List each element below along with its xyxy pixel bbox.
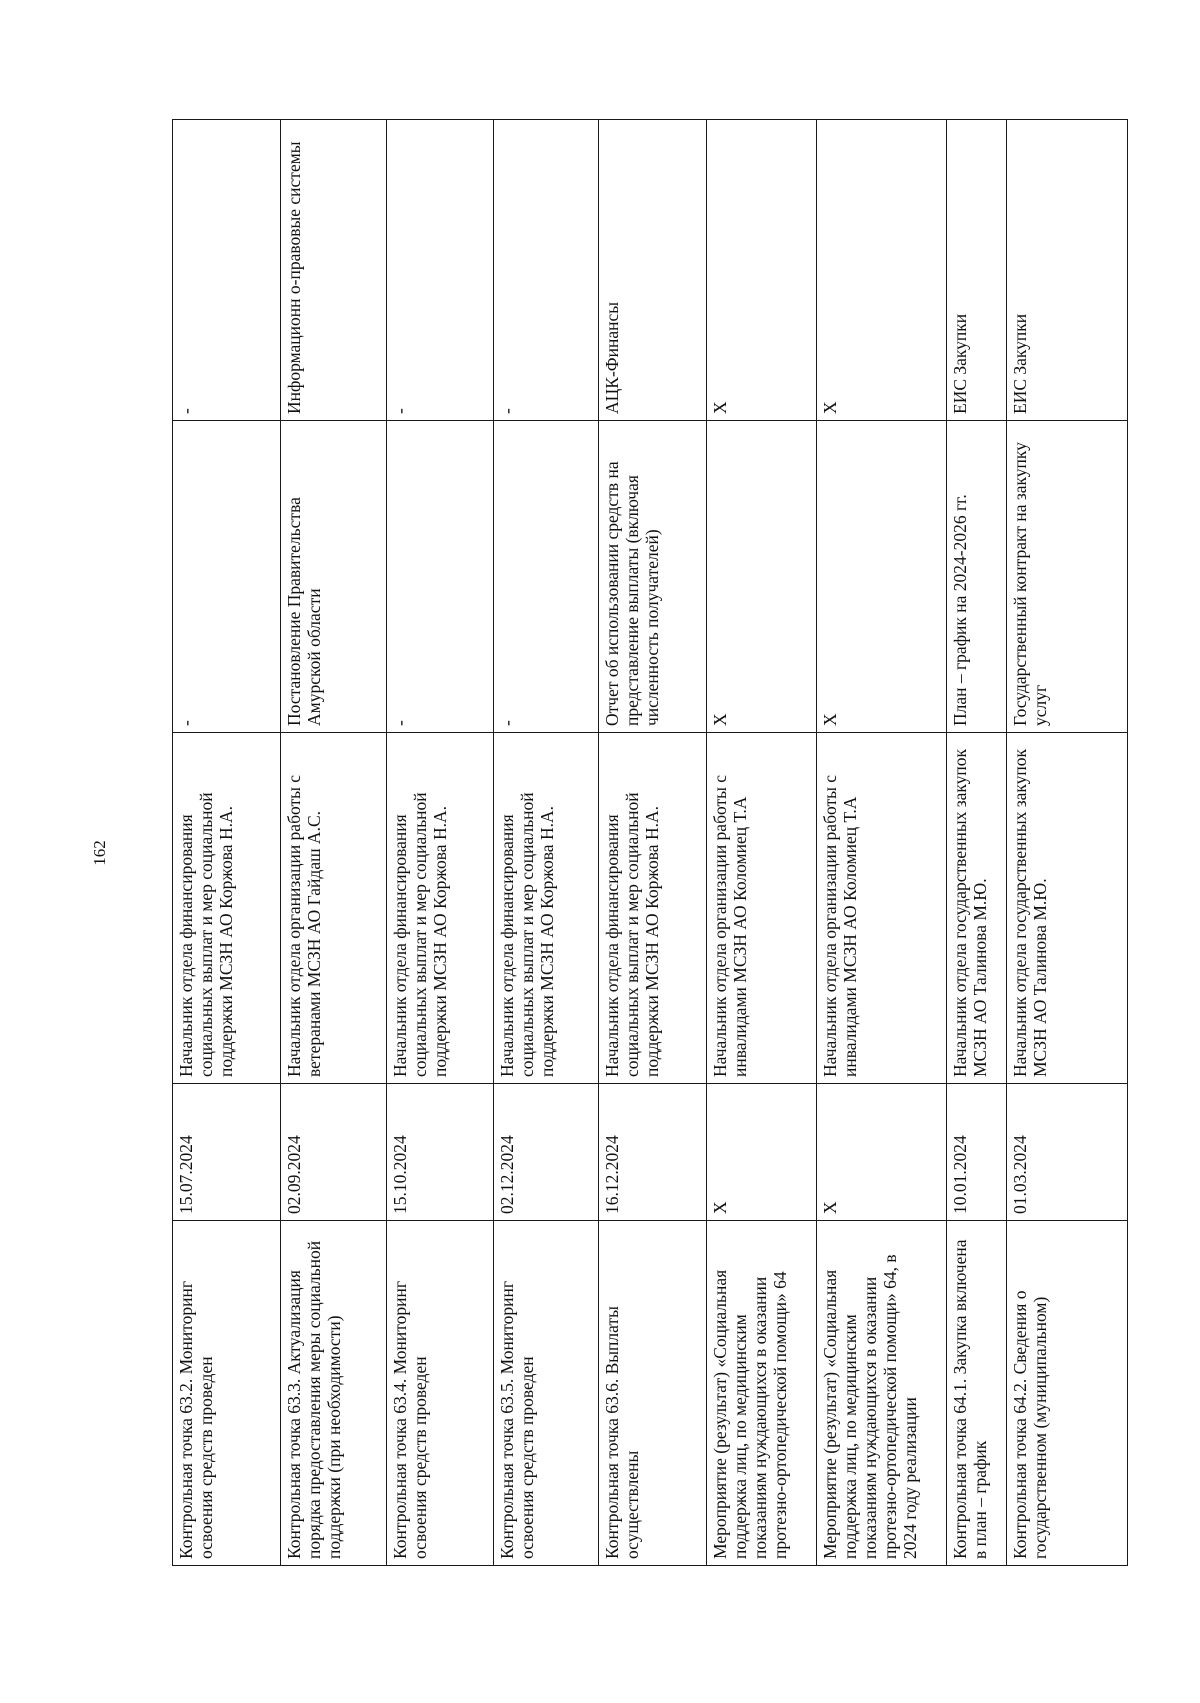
plan-table	[172, 119, 1128, 1566]
document-cell: -	[387, 421, 494, 733]
date-cell: 15.10.2024	[387, 1084, 494, 1221]
system-cell: Информационн о-правовые системы	[281, 120, 387, 421]
system-cell: АЦК-Финансы	[599, 120, 707, 421]
responsible-cell: Начальник отдела государственных закупок МСЗН АО Талинова М.Ю.	[1007, 733, 1128, 1084]
document-cell: Х	[707, 421, 817, 733]
event-cell: Контрольная точка 63.3. Актуализация порядка предоставления меры социальной поддержки (при необходимости)	[281, 1221, 387, 1566]
event-cell: Контрольная точка 63.5. Мониторинг освоения средств проведен	[494, 1221, 599, 1566]
date-cell: Х	[707, 1084, 817, 1221]
system-cell: ЕИС Закупки	[947, 120, 1007, 421]
system-cell: Х	[707, 120, 817, 421]
event-cell: Контрольная точка 63.6. Выплаты осуществлены	[599, 1221, 707, 1566]
table-row	[817, 120, 947, 1566]
system-cell: ЕИС Закупки	[1007, 120, 1128, 421]
date-cell: 10.01.2024	[947, 1084, 1007, 1221]
responsible-cell: Начальник отдела финансирования социальных выплат и мер социальной поддержки МСЗН АО Коржова Н.А.	[494, 733, 599, 1084]
date-cell: 01.03.2024	[1007, 1084, 1128, 1221]
date-cell: 15.07.2024	[173, 1084, 281, 1221]
page-number: 162	[90, 840, 109, 866]
responsible-cell: Начальник отдела организации работы с инвалидами МСЗН АО Коломиец Т.А	[707, 733, 817, 1084]
table-row	[494, 120, 599, 1566]
event-cell: Контрольная точка 63.4. Мониторинг освоения средств проведен	[387, 1221, 494, 1566]
date-cell: 02.12.2024	[494, 1084, 599, 1221]
document-cell: Государственный контракт на закупку услуг	[1007, 421, 1128, 733]
system-cell: -	[387, 120, 494, 421]
date-cell: 16.12.2024	[599, 1084, 707, 1221]
document-cell: Х	[817, 421, 947, 733]
document-cell: -	[494, 421, 599, 733]
responsible-cell: Начальник отдела финансирования социальных выплат и мер социальной поддержки МСЗН АО Коржова Н.А.	[387, 733, 494, 1084]
system-cell: Х	[817, 120, 947, 421]
rotated-table-container	[172, 120, 1127, 1566]
responsible-cell: Начальник отдела организации работы с ветеранами МСЗН АО Гайдаш А.С.	[281, 733, 387, 1084]
table-row	[707, 120, 817, 1566]
responsible-cell: Начальник отдела финансирования социальных выплат и мер социальной поддержки МСЗН АО Коржова Н.А.	[173, 733, 281, 1084]
document-cell: Постановление Правительства Амурской области	[281, 421, 387, 733]
table-row	[281, 120, 387, 1566]
table-row	[947, 120, 1007, 1566]
document-cell: План – график на 2024-2026 гг.	[947, 421, 1007, 733]
table-row	[173, 120, 281, 1566]
event-cell: Контрольная точка 63.2. Мониторинг освоения средств проведен	[173, 1221, 281, 1566]
responsible-cell: Начальник отдела финансирования социальных выплат и мер социальной поддержки МСЗН АО Коржова Н.А.	[599, 733, 707, 1084]
system-cell: -	[494, 120, 599, 421]
date-cell: 02.09.2024	[281, 1084, 387, 1221]
event-cell: Контрольная точка 64.1. Закупка включена в план – график	[947, 1221, 1007, 1566]
event-cell: Контрольная точка 64.2. Сведения о государственном (муниципальном)	[1007, 1221, 1128, 1566]
responsible-cell: Начальник отдела государственных закупок МСЗН АО Талинова М.Ю.	[947, 733, 1007, 1084]
document-cell: -	[173, 421, 281, 733]
table-row	[599, 120, 707, 1566]
responsible-cell: Начальник отдела организации работы с инвалидами МСЗН АО Коломиец Т.А	[817, 733, 947, 1084]
event-cell: Мероприятие (результат) «Социальная поддержка лиц, по медицинским показаниям нуждающихся в оказании протезно-ортопедической помощи» 64, в 2024 году реализации	[817, 1221, 947, 1566]
event-cell: Мероприятие (результат) «Социальная поддержка лиц, по медицинским показаниям нуждающихся в оказании протезно-ортопедической помощи» 64	[707, 1221, 817, 1566]
document-cell: Отчет об использовании средств на представление выплаты (включая численность получателей)	[599, 421, 707, 733]
table-row	[1007, 120, 1128, 1566]
table-row	[387, 120, 494, 1566]
system-cell: -	[173, 120, 281, 421]
date-cell: Х	[817, 1084, 947, 1221]
